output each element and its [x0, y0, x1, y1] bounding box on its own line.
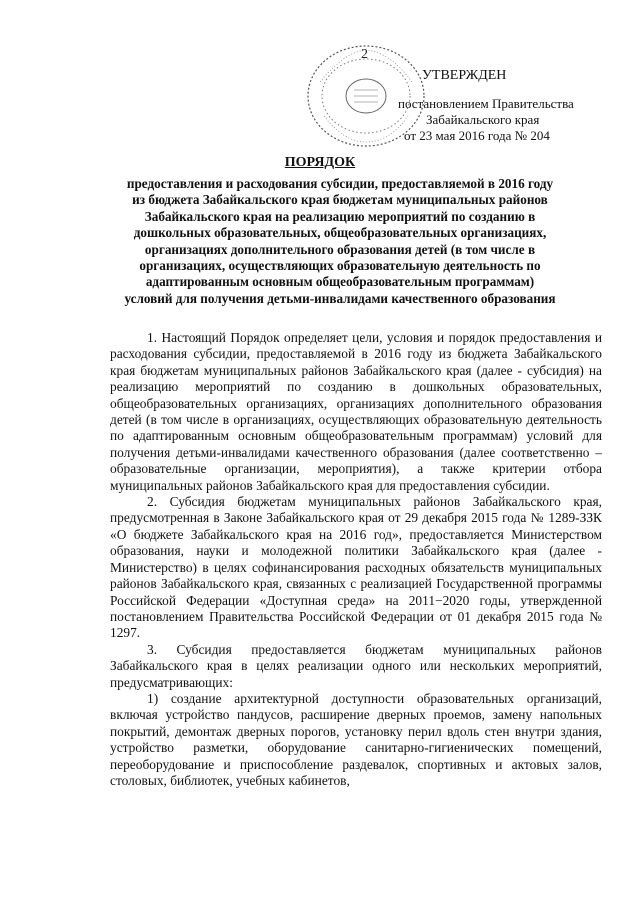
- subtitle-line: Забайкальского края на реализацию мероприятий по созданию в: [144, 208, 536, 224]
- paragraph-1: 1. Настоящий Порядок определяет цели, условия и порядок предоставления и расходования субсидии, предоставляемой в 2016 году из бюджета Забайкальского края бюджетам муниципальных районов Забайкальского края (далее - субсидия) на реализацию мероприятий по созданию в дошкольных образовательных, общеобразовательных организациях, организациях дополнительного образования детей (в том числе в организациях, осуществляющих образовательную деятельность по адаптированным основным общеобразовательным программам) условий для получения детьми-инвалидами качественного образования (далее соответственно – образовательные организации, мероприятия), а также критерии отбора муниципальных районов Забайкальского края для предоставления субсидии.: [110, 330, 602, 493]
- subtitle-line: из бюджета Забайкальского края бюджетам муниципальных районов: [132, 192, 548, 208]
- approved-label: УТВЕРЖДЕН: [422, 68, 507, 83]
- approval-line-1: постановлением Правительства: [398, 96, 574, 111]
- approval-line-2: Забайкальского края: [426, 112, 540, 127]
- paragraph-3-item-1: 1) создание архитектурной доступности образовательных организаций, включая устройство пандусов, расширение дверных проемов, замену напольных покрытий, демонтаж дверных порогов, установку перил вдоль стен внутри здания, устройство разметки, оборудование санитарно-гигиенических помещений, переоборудование и приспособление раздевалок, спортивных и актовых залов, столовых, библиотек, учебных кабинетов,: [110, 690, 602, 788]
- approval-line-3: от 23 мая 2016 года № 204: [404, 128, 550, 143]
- seal-number: 2: [361, 47, 368, 62]
- subtitle-line: предоставления и расходования субсидии, предоставляемой в 2016 году: [126, 176, 554, 191]
- subtitle-line: дошкольных образовательных, общеобразовательных организациях,: [133, 225, 547, 241]
- subtitle-line: адаптированным основным общеобразовательным программам): [145, 274, 535, 290]
- approval-block: [380, 68, 620, 144]
- document-subtitle: [100, 176, 580, 307]
- paragraph-2: 2. Субсидия бюджетам муниципальных районов Забайкальского края, предусмотренная в Законе Забайкальского края от 29 декабря 2015 года № 1289-ЗЗК «О бюджете Забайкальского края на 2016 год», предоставляется Министерством образования, науки и молодежной политики Забайкальского края (далее - Министерство) в целях софинансирования расходных обязательств муниципальных районов Забайкальского края, связанных с реализацией Государственной программы Российской Федерации «Доступная среда» на 2011−2020 годы, утвержденной постановлением Правительства Российской Федерации от 01 декабря 2015 года № 1297.: [110, 494, 602, 641]
- paragraph-3: 3. Субсидия предоставляется бюджетам муниципальных районов Забайкальского края в целях реализации одного или нескольких мероприятий, предусматривающих:: [110, 641, 602, 690]
- subtitle-line: условий для получения детьми-инвалидами качественного образования: [124, 290, 556, 306]
- subtitle-line: организациях дополнительного образования детей (в том числе в: [144, 241, 536, 257]
- document-title: ПОРЯДОК: [284, 155, 356, 170]
- document-body: [110, 330, 602, 789]
- subtitle-line: организациях, осуществляющих образовательную деятельность по: [139, 258, 541, 274]
